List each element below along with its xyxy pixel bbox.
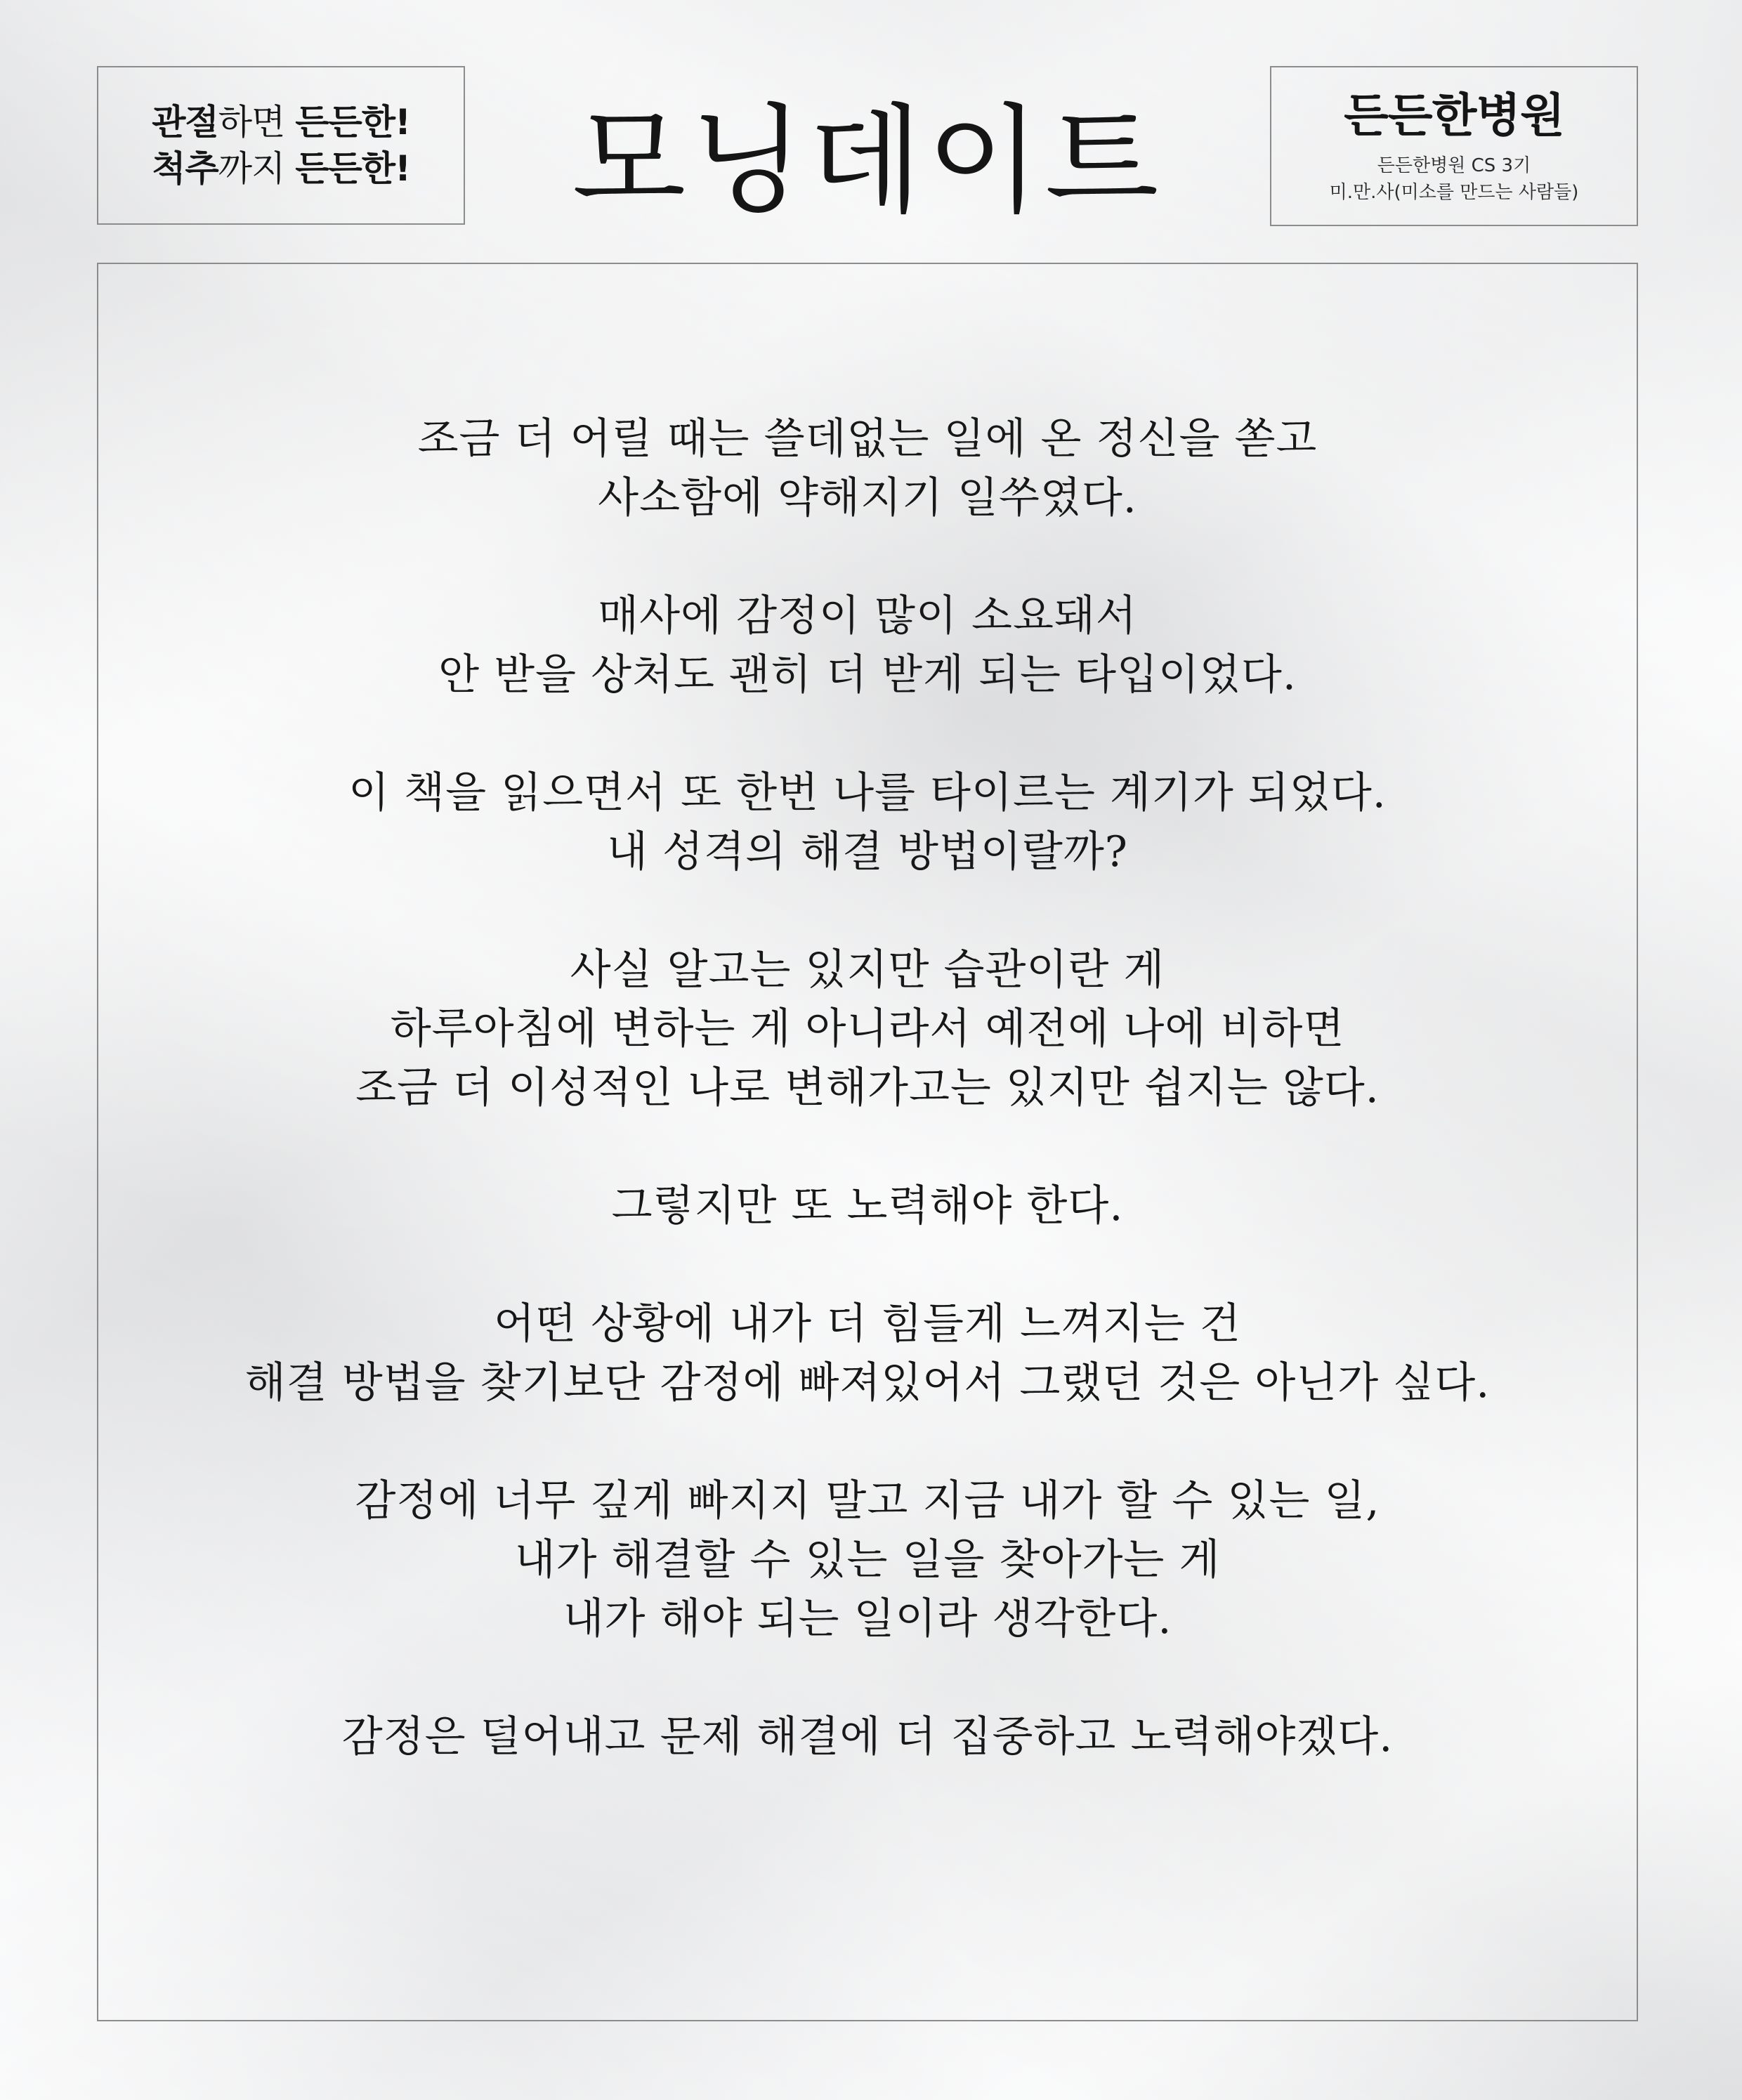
slogan-emphasis: 든든한!: [295, 102, 410, 143]
essay-line: 내가 해결할 수 있는 일을 찾아가는 게: [514, 1535, 1221, 1584]
essay-line: 감정은 덜어내고 문제 해결에 더 집중하고 노력해야겠다.: [341, 1712, 1394, 1761]
slogan-line-2: [152, 145, 410, 192]
page-title: 모닝데이트: [572, 91, 1163, 230]
slogan-connector: 까지: [218, 148, 296, 189]
slogan-line-1: [152, 99, 410, 145]
essay-line: 사실 알고는 있지만 습관이란 게: [570, 945, 1165, 995]
essay-paragraph: [98, 1294, 1637, 1412]
essay-line: 사소함에 약해지기 일쑤였다.: [598, 473, 1137, 523]
essay-paragraph: [98, 1707, 1637, 1766]
essay-body: [98, 409, 1637, 1825]
essay-paragraph: [98, 763, 1637, 881]
essay-line: 그렇지만 또 노력해야 한다.: [611, 1181, 1124, 1231]
essay-line: 조금 더 이성적인 나로 변해가고는 있지만 쉽지는 않다.: [355, 1063, 1380, 1113]
brand-name: 든든한병원: [1344, 88, 1564, 143]
essay-line: 안 받을 상처도 괜히 더 받게 되는 타입이었다.: [438, 650, 1297, 700]
brand-box: [1270, 66, 1638, 226]
slogan-emphasis: 든든한!: [295, 148, 410, 189]
slogan-box: [97, 66, 465, 225]
slogan-connector: 하면: [218, 102, 296, 143]
essay-paragraph: [98, 1176, 1637, 1235]
essay-line: 감정에 너무 깊게 빠지지 말고 지금 내가 할 수 있는 일,: [355, 1476, 1380, 1525]
essay-line: 해결 방법을 찾기보단 감정에 빠져있어서 그랬던 것은 아닌가 싶다.: [244, 1358, 1491, 1407]
essay-paragraph: [98, 409, 1637, 527]
brand-team: 든든한병원 CS 3기: [1377, 155, 1531, 176]
essay-line: 매사에 감정이 많이 소요돼서: [598, 591, 1137, 641]
content-box: [97, 263, 1638, 2021]
slogan-keyword: 관절: [152, 102, 218, 143]
brand-group: 미.만.사(미소를 만드는 사람들): [1329, 182, 1579, 203]
essay-paragraph: [98, 1471, 1637, 1648]
essay-paragraph: [98, 940, 1637, 1117]
essay-line: 내 성격의 해결 방법이랄까?: [607, 827, 1128, 877]
slogan-keyword: 척추: [152, 148, 218, 189]
essay-paragraph: [98, 586, 1637, 704]
essay-line: 이 책을 읽으면서 또 한번 나를 타이르는 계기가 되었다.: [348, 768, 1387, 818]
essay-line: 하루아침에 변하는 게 아니라서 예전에 나에 비하면: [390, 1004, 1345, 1054]
essay-line: 어떤 상황에 내가 더 힘들게 느껴지는 건: [494, 1299, 1241, 1348]
essay-line: 조금 더 어릴 때는 쓸데없는 일에 온 정신을 쏟고: [417, 414, 1318, 464]
essay-line: 내가 해야 되는 일이라 생각한다.: [563, 1594, 1172, 1643]
